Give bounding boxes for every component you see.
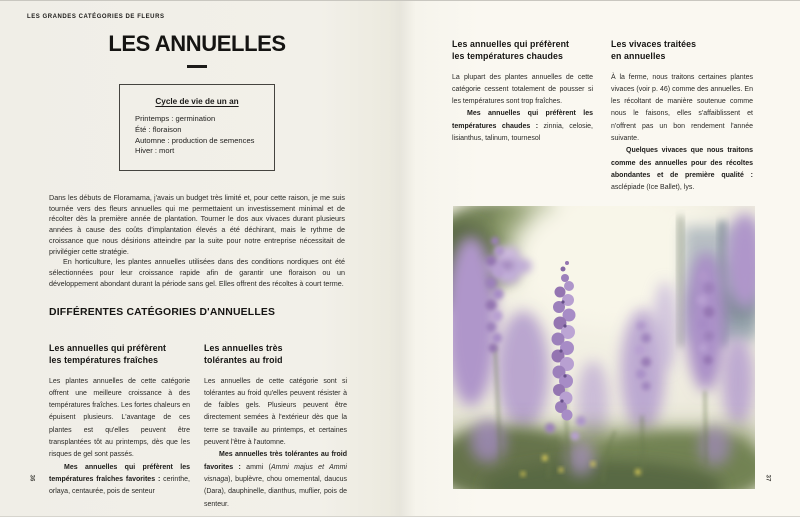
- column-favorites: [452, 108, 593, 145]
- column-body: La plupart des plantes annuelles de cette catégorie cessent totalement de pousser si les températures sont trop fraîches.: [452, 73, 593, 106]
- photo-purple-larkspur-field: [453, 206, 755, 489]
- column-fresh-annuals: [49, 343, 190, 499]
- column-cold-tolerant-annuals: [204, 343, 347, 511]
- column-heading: [49, 343, 190, 367]
- column-warm-annuals: [452, 39, 593, 145]
- favorites-list-post: ), buplèvre, chou ornemental, daucus (Dara), dauphinelle, dianthus, muflier, pois de senteur.: [204, 475, 347, 508]
- column-heading: [611, 39, 753, 63]
- column-heading-line-2: les températures chaudes: [452, 50, 563, 61]
- intro-paragraphs: [49, 193, 345, 289]
- page-number-right: 37: [764, 474, 771, 482]
- lifecycle-line-autumn: Automne : production de semences: [135, 135, 255, 145]
- lifecycle-box-title: Cycle de vie de un an: [155, 97, 239, 106]
- running-head: LES GRANDES CATÉGORIES DE FLEURS: [27, 14, 165, 20]
- favorites-lead: Mes annuelles qui préfèrent les températures chaudes :: [452, 110, 593, 130]
- column-body: Les plantes annuelles de cette catégorie offrent une meilleure croissance à des températures fraîches. Les fortes chaleurs en épuisent plusieurs. L'avantage de ces plantes est qu'elles peuvent être transplantées tôt au printemps, dès que les risques de gel sont passés.: [49, 377, 190, 459]
- favorites-species-italic: Ammi majus et Ammi visnaga: [204, 463, 347, 483]
- column-favorites: [611, 145, 753, 194]
- favorites-lead: Mes annuelles très tolérantes au froid favorites :: [204, 451, 347, 471]
- column-heading-line-1: Les annuelles qui préfèrent: [452, 39, 570, 49]
- chapter-title: LES ANNUELLES: [108, 31, 286, 56]
- column-heading-line-2: en annuelles: [611, 50, 666, 61]
- column-heading: [452, 39, 593, 63]
- title-dash: [187, 65, 207, 68]
- column-favorites: [49, 462, 190, 499]
- column-favorites: [204, 449, 347, 510]
- lifecycle-box: [119, 84, 275, 171]
- column-heading-line-1: Les vivaces traitées: [611, 39, 697, 49]
- intro-paragraph-1: Dans les débuts de Floramama, j'avais un budget très limité et, pour cette raison, je me suis tournée vers des fleurs annuelles qui me permettaient un investissement minimal et de récolter dès la première année de plantation. Tourner le dos aux vivaces durant plusieurs années à cause des coûts d'implantation élevés a été déchirant, mais le rythme de croissance que nous désirions atteindre par la suite pour notre entreprise nécessitait de privilégier cette stratégie.: [49, 193, 345, 256]
- lifecycle-line-spring: Printemps : germination: [135, 114, 216, 123]
- column-heading-line-1: Les annuelles très: [204, 343, 283, 353]
- favorites-lead: Mes annuelles qui préfèrent les températures fraîches favorites :: [49, 463, 190, 483]
- column-perennials-as-annuals: [611, 39, 753, 195]
- column-heading: [204, 343, 347, 367]
- lifecycle-line-winter: Hiver : mort: [135, 146, 175, 156]
- column-heading-line-1: Les annuelles qui préfèrent: [49, 343, 167, 353]
- lifecycle-line-summer: Été : floraison: [135, 124, 182, 134]
- favorites-lead: Quelques vivaces que nous traitons comme des annuelles pour des récoltes abondantes et de première qualité :: [611, 147, 753, 179]
- favorites-list: cerinthe, orlaya, centaurée, pois de senteur: [49, 475, 191, 496]
- intro-paragraph-2: En horticulture, les plantes annuelles utilisées dans des conditions nordiques ont été sélectionnées pour leur croissance rapide afin de garantir une floraison ou un développement abondant durant la période sans gel. Elles offrent des récoltes à court terme.: [49, 257, 345, 288]
- column-heading-line-2: les températures fraîches: [49, 354, 159, 365]
- page-number-left: 36: [28, 474, 35, 482]
- column-body: Les annuelles de cette catégorie sont si tolérantes au froid qu'elles peuvent résister à de faibles gels. Plusieurs peuvent être directement semées à l'extérieur dès que la terre se travaille au printemps, et certaines peuvent l'être à l'automne.: [204, 377, 347, 447]
- lifecycle-box-lines: [135, 114, 274, 157]
- favorites-list: zinnia, celosie, lisianthus, talinum, tournesol: [452, 122, 593, 143]
- column-heading-line-2: tolérantes au froid: [204, 354, 283, 365]
- photo-haze-overlay: [453, 206, 755, 489]
- favorites-list: asclépiade (Ice Ballet), lys.: [611, 184, 695, 192]
- section-heading: DIFFÉRENTES CATÉGORIES D'ANNUELLES: [49, 307, 276, 318]
- column-body: À la ferme, nous traitons certaines plantes vivaces (voir p. 46) comme des annuelles. En les récoltant de manière soutenue comme nous le faisons, elles s'affaiblissent et n'offrent pas un bon rendement l'année suivante.: [611, 73, 753, 143]
- favorites-list-pre: ammi (: [240, 463, 271, 471]
